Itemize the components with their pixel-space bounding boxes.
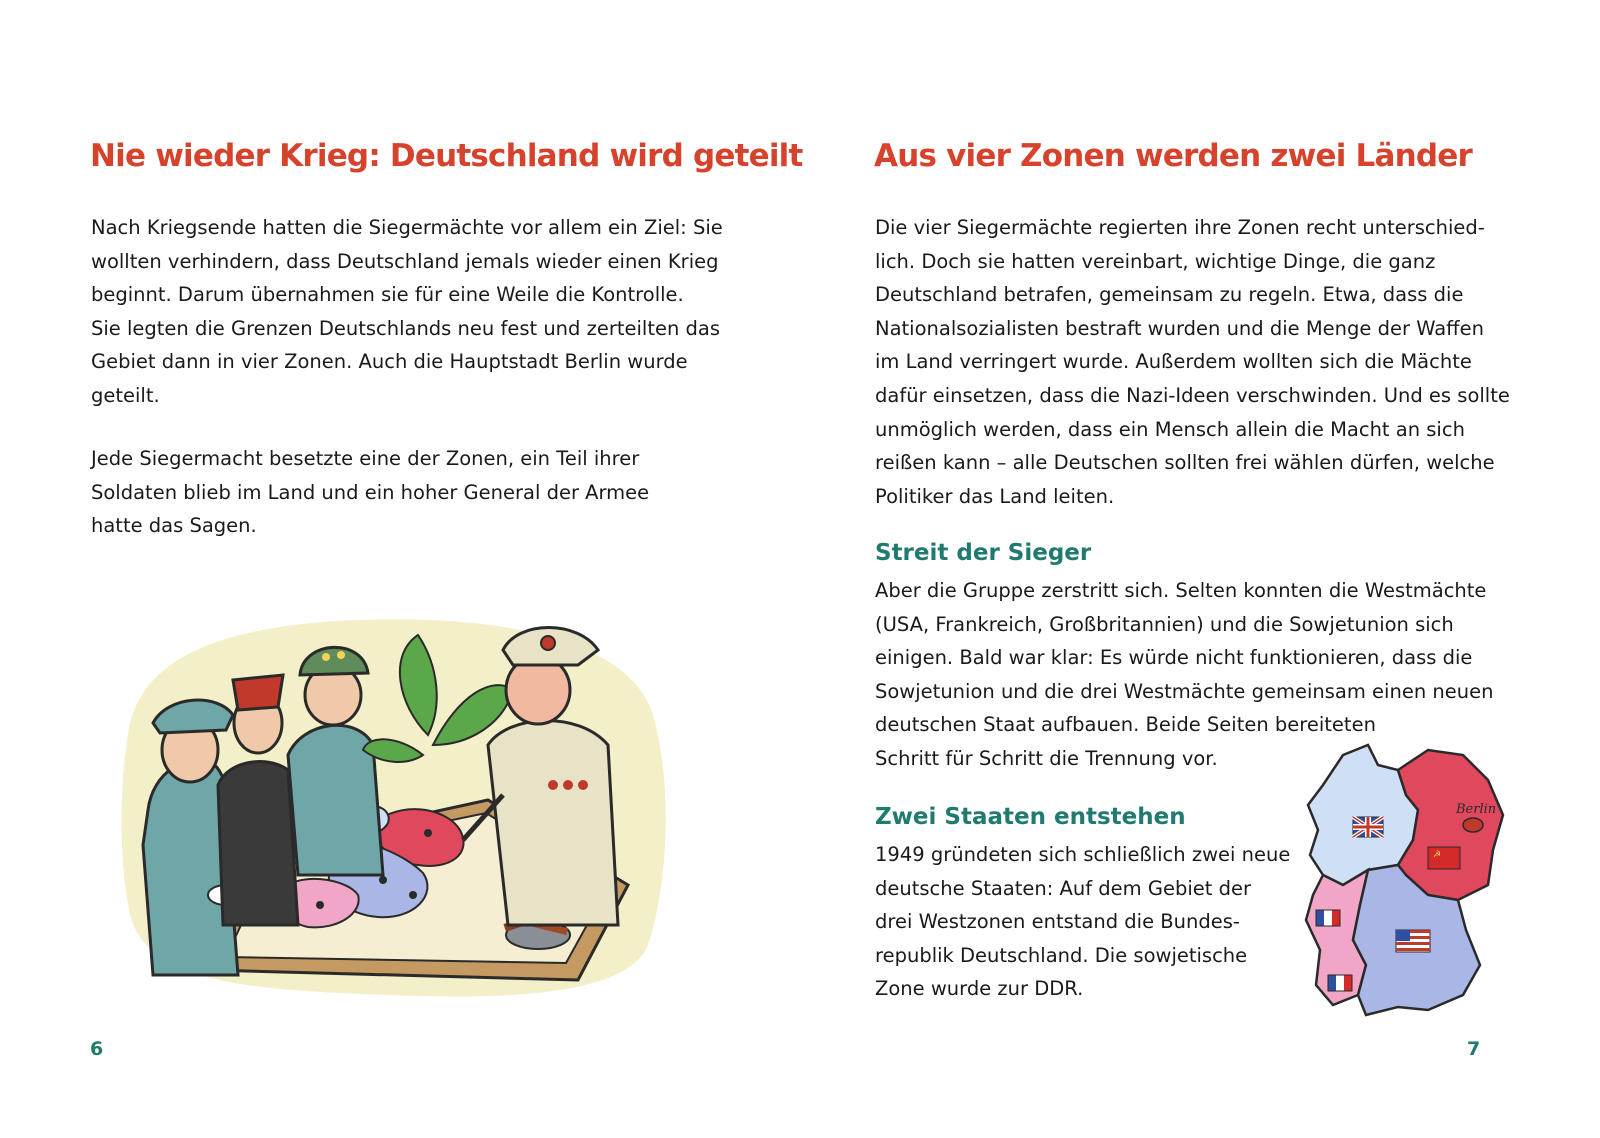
text-line: im Land verringert wurde. Außerdem wollten sich die Mächte bbox=[875, 350, 1472, 374]
text-line: reißen kann – alle Deutschen sollten frei wählen dürfen, welche bbox=[875, 451, 1495, 475]
section-heading-streit: Streit der Sieger bbox=[875, 540, 1092, 566]
section-zwei-staaten-text bbox=[875, 838, 1290, 1006]
page-number-left: 6 bbox=[90, 1038, 104, 1060]
text-line: deutschen Staat aufbauen. Beide Seiten bereiteten bbox=[875, 713, 1376, 737]
page-number-right: 7 bbox=[1467, 1038, 1481, 1060]
text-line: hatte das Sagen. bbox=[91, 514, 257, 538]
text-line: Jede Siegermacht besetzte eine der Zonen, ein Teil ihrer bbox=[91, 447, 640, 470]
text-line: Gebiet dann in vier Zonen. Auch die Hauptstadt Berlin wurde bbox=[91, 350, 688, 374]
text-line: Deutschland betrafen, gemeinsam zu regeln. Etwa, dass die bbox=[875, 283, 1464, 307]
left-page-title: Nie wieder Krieg: Deutschland wird geteilt bbox=[90, 138, 803, 174]
text-line: deutsche Staaten: Auf dem Gebiet der bbox=[875, 876, 1251, 900]
berlin-marker bbox=[1463, 818, 1483, 832]
section-heading-zwei-staaten: Zwei Staaten entstehen bbox=[875, 804, 1186, 830]
map-label-berlin: Berlin bbox=[1456, 802, 1497, 817]
left-paragraph-1 bbox=[91, 211, 723, 413]
text-line: 1949 gründeten sich schließlich zwei neue bbox=[875, 843, 1291, 866]
generals-cartoon-illustration bbox=[108, 595, 678, 1015]
text-line: (USA, Frankreich, Großbritannien) und die Sowjetunion sich bbox=[875, 612, 1454, 636]
right-page bbox=[800, 0, 1600, 1138]
text-line: Schritt für Schritt die Trennung vor. bbox=[875, 746, 1218, 770]
text-line: Soldaten blieb im Land und ein hoher General der Armee bbox=[91, 480, 650, 504]
us-flag-icon bbox=[1396, 930, 1430, 952]
text-line: beginnt. Darum übernahmen sie für eine Weile die Kontrolle. bbox=[91, 283, 684, 307]
text-line: einigen. Bald war klar: Es würde nicht funktionieren, dass die bbox=[875, 646, 1473, 670]
text-line: republik Deutschland. Die sowjetische bbox=[875, 943, 1248, 967]
text-line: Zone wurde zur DDR. bbox=[875, 977, 1084, 1001]
right-paragraph-1 bbox=[875, 211, 1510, 513]
text-line: wollten verhindern, dass Deutschland jemals wieder einen Krieg bbox=[91, 249, 719, 273]
text-line: unmöglich werden, dass ein Mensch allein die Macht an sich bbox=[875, 417, 1465, 441]
text-line: drei Westzonen entstand die Bundes- bbox=[875, 910, 1240, 934]
ussr-flag-icon bbox=[1428, 847, 1460, 869]
text-line: dafür einsetzen, dass die Nazi-Ideen verschwinden. Und es sollte bbox=[875, 383, 1510, 407]
text-line: lich. Doch sie hatten vereinbart, wichtige Dinge, die ganz bbox=[875, 249, 1436, 273]
left-paragraph-2 bbox=[91, 442, 649, 543]
text-line: geteilt. bbox=[91, 383, 160, 407]
text-line: Aber die Gruppe zerstritt sich. Selten konnten die Westmächte bbox=[875, 579, 1487, 602]
france-flag-icon bbox=[1316, 910, 1340, 926]
text-line: Sie legten die Grenzen Deutschlands neu fest und zerteilten das bbox=[91, 316, 721, 340]
france-flag-icon bbox=[1328, 975, 1352, 991]
right-page-title: Aus vier Zonen werden zwei Länder bbox=[874, 138, 1472, 174]
text-line: Nationalsozialisten bestraft wurden und die Menge der Waffen bbox=[875, 316, 1484, 340]
text-line: Sowjetunion und die drei Westmächte gemeinsam einen neuen bbox=[875, 679, 1494, 703]
text-line: Politiker das Land leiten. bbox=[875, 484, 1115, 508]
germany-zones-map bbox=[1288, 725, 1520, 1030]
uk-flag-icon bbox=[1353, 817, 1383, 837]
svg-text:☭: ☭ bbox=[1433, 850, 1442, 860]
text-line: Die vier Siegermächte regierten ihre Zonen recht unterschied- bbox=[875, 216, 1485, 239]
text-line: Nach Kriegsende hatten die Siegermächte vor allem ein Ziel: Sie bbox=[91, 216, 723, 239]
